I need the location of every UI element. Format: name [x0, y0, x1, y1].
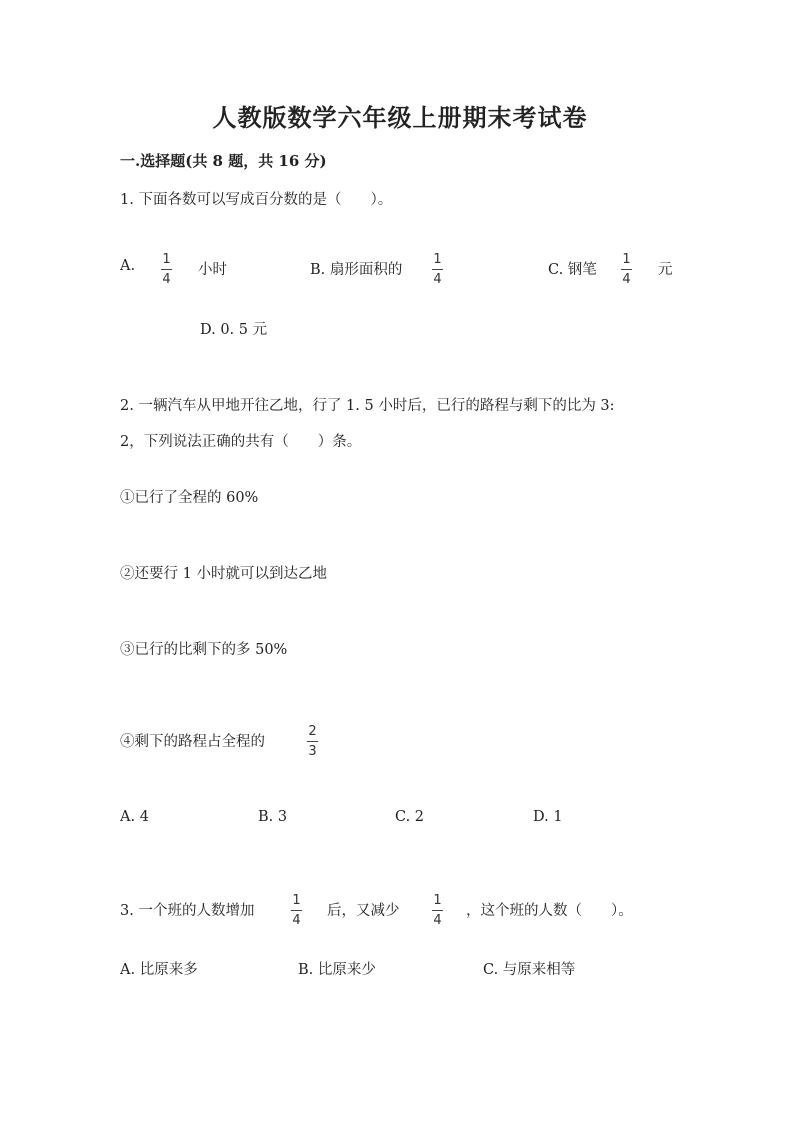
q3-option-c: C. 与原来相等 [483, 962, 576, 978]
q1-option-d: D. 0. 5 元 [200, 322, 268, 338]
fraction-denominator: 4 [292, 913, 301, 928]
fraction-bar [161, 269, 172, 270]
q2-stem-line1: 2. 一辆汽车从甲地开往乙地，行了 1. 5 小时后，已行的路程与剩下的比为 3: [120, 398, 615, 414]
q1-option-a-label: A. [120, 258, 136, 274]
fraction-bar [432, 269, 443, 270]
fraction-bar [291, 910, 302, 911]
q1-option-a-unit: 小时 [198, 262, 227, 278]
q2-option-b: B. 3 [258, 809, 288, 825]
q1-option-b-label: B. 扇形面积的 [310, 262, 403, 278]
fraction-numerator: 1 [162, 252, 171, 267]
fraction-numerator: 1 [622, 252, 631, 267]
fraction-bar [621, 269, 632, 270]
page-title: 人教版数学六年级上册期末考试卷 [212, 103, 588, 132]
q1-option-c-label: C. 钢笔 [548, 262, 597, 278]
q2-option-d: D. 1 [533, 809, 563, 825]
q2-stem-line2: 2，下列说法正确的共有（ ）条。 [120, 434, 362, 450]
fraction-numerator: 1 [292, 893, 301, 908]
q2-statement-1: ①已行了全程的 60% [120, 490, 259, 506]
fraction-bar [432, 910, 443, 911]
q3-fraction-decrease [432, 894, 443, 927]
q2-option-c: C. 2 [395, 809, 425, 825]
q1-option-b-fraction [432, 253, 443, 286]
q3-stem-part2: 后，又减少 [327, 903, 400, 919]
fraction-numerator: 1 [433, 252, 442, 267]
q3-stem-part3: ，这个班的人数（ ）。 [466, 903, 633, 919]
fraction-numerator: 1 [433, 893, 442, 908]
fraction-numerator: 2 [308, 724, 317, 739]
fraction-denominator: 4 [433, 913, 442, 928]
fraction-denominator: 4 [622, 272, 631, 287]
fraction-bar [307, 741, 318, 742]
q2-statement-2: ②还要行 1 小时就可以到达乙地 [120, 566, 327, 582]
q3-stem-part1: 3. 一个班的人数增加 [120, 903, 255, 919]
fraction-denominator: 3 [308, 744, 317, 759]
q2-statement-3: ③已行的比剩下的多 50% [120, 642, 288, 658]
q1-option-a-fraction [161, 253, 172, 286]
q2-statement-4: ④剩下的路程占全程的 [120, 734, 265, 750]
fraction-denominator: 4 [433, 272, 442, 287]
q2-statement-4-fraction [307, 725, 318, 758]
section-heading: 一.选择题(共 8 题，共 16 分) [120, 152, 327, 170]
fraction-denominator: 4 [162, 272, 171, 287]
q1-stem: 1. 下面各数可以写成百分数的是（ ）。 [120, 192, 393, 208]
q3-option-a: A. 比原来多 [120, 962, 198, 978]
q1-option-c-fraction [621, 253, 632, 286]
q1-option-c-unit: 元 [658, 262, 673, 278]
q2-option-a: A. 4 [120, 809, 149, 825]
q3-fraction-increase [291, 894, 302, 927]
q3-option-b: B. 比原来少 [298, 962, 376, 978]
